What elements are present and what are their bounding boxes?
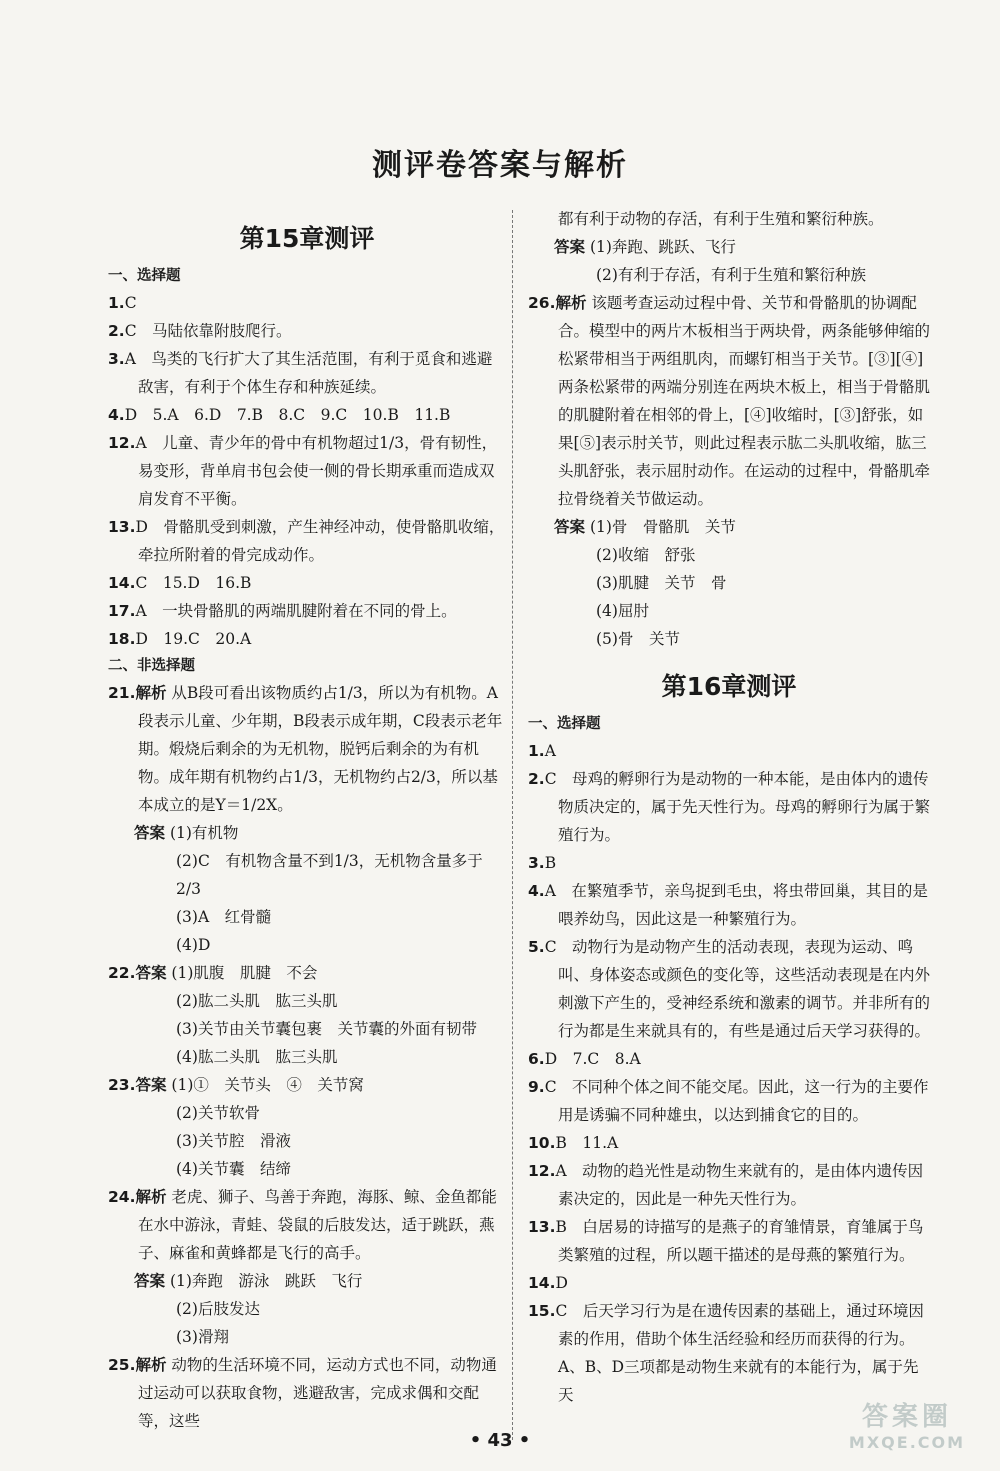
answer-sub-line: (4)屈肘: [596, 602, 649, 620]
question-22-answer: 22.答案 (1)肌腹 肌腱 不会: [108, 964, 318, 982]
answer-sub-line: (3)关节由关节囊包裹 关节囊的外面有韧带: [176, 1020, 477, 1038]
answer-sub-line: (4)肱二头肌 肱三头肌: [176, 1048, 338, 1066]
answer-line: 3.B: [528, 854, 557, 872]
answer-sub-line: (4)关节囊 结缔: [176, 1160, 291, 1178]
answer-line: 13.B 白居易的诗描写的是燕子的育雏情景，育雏属于鸟类繁殖的过程，所以题干描述的是母燕的繁殖行为。: [528, 1218, 924, 1264]
answer-line: 13.D 骨骼肌受到刺激，产生神经冲动，使骨骼肌收缩，牵拉所附着的骨完成动作。: [108, 518, 505, 564]
answer-line: 9.C 不同种个体之间不能交尾。因此，这一行为的主要作用是诱骗不同种雄虫，以达到捕食它的目的。: [528, 1078, 929, 1124]
answer-line: 2.C 马陆依靠附肢爬行。: [108, 322, 292, 340]
question-24-answer: 答案 (1)奔跑 游泳 跳跃 飞行: [134, 1272, 363, 1290]
answer-sub-line: (2)后肢发达: [176, 1300, 260, 1318]
answer-line: 12.A 儿童、青少年的骨中有机物超过1/3，骨有韧性，易变形，背单肩书包会使一侧的骨长期承重而造成双肩发育不平衡。: [108, 434, 498, 508]
page-title: 测评卷答案与解析: [372, 148, 628, 183]
answer-sub-line: (3)A 红骨髓: [176, 908, 272, 926]
watermark-text: 答案圈: [861, 1402, 952, 1432]
answer-line: 5.C 动物行为是动物产生的活动表现，表现为运动、鸣叫、身体姿态或颜色的变化等，这些活动表现是在内外刺激下产生的，受神经系统和激素的调节。并非所有的行为都是生来就具有的，有些是通过后天学习获得的。: [528, 938, 931, 1040]
question-26-analysis: 26.解析 该题考查运动过程中骨、关节和骨骼肌的协调配合。模型中的两片木板相当于两块骨，两条能够伸缩的松紧带相当于两组肌肉，而螺钉相当于关节。[③][④]两条松紧带的两端分别连在两块木板上，相当于骨骼肌的肌腱附着在相邻的骨上，[④]收缩时，[③]舒张，如果[⑤]表示肘关节，则此过程表示肱二头肌收缩，肱三头肌舒张，表示屈肘动作。在运动的过程中，骨骼肌牵拉骨绕着关节做运动。: [528, 294, 931, 508]
answer-sub-line: (3)滑翔: [176, 1328, 229, 1346]
answer-sub-line: (2)有利于存活，有利于生殖和繁衍种族: [596, 266, 866, 284]
answer-line: 4.D 5.A 6.D 7.B 8.C 9.C 10.B 11.B: [108, 406, 451, 424]
question-25-analysis: 25.解析 动物的生活环境不同，运动方式也不同，动物通过运动可以获取食物，逃避敌害，完成求偶和交配等，这些: [108, 1356, 497, 1430]
watermark-logo: [832, 1396, 982, 1466]
left-column: [108, 205, 506, 1435]
answer-line: 2.C 母鸡的孵卵行为是动物的一种本能，是由体内的遗传物质决定的，属于先天性行为。母鸡的孵卵行为属于繁殖行为。: [528, 770, 931, 844]
answer-line: 4.A 在繁殖季节，亲鸟捉到毛虫，将虫带回巢，其目的是喂养幼鸟，因此这是一种繁殖行为。: [528, 882, 928, 928]
answer-line: 14.D: [528, 1274, 568, 1292]
answer-sub-line: (3)肌腱 关节 骨: [596, 574, 727, 592]
answer-sub-line: (4)D: [176, 936, 211, 954]
chapter-15-title: 第15章测评: [239, 224, 375, 253]
question-24-analysis: 24.解析 老虎、狮子、鸟善于奔跑，海豚、鲸、金鱼都能在水中游泳，青蛙、袋鼠的后肢发达，适于跳跃，燕子、麻雀和黄蜂都是飞行的高手。: [108, 1188, 497, 1262]
question-21-analysis: 21.解析 从B段可看出该物质约占1/3，所以为有机物。A段表示儿童、少年期，B段表示成年期，C段表示老年期。煅烧后剩余的为无机物，脱钙后剩余的为有机物。成年期有机物约占1/3，无机物约占2/3，所以基本成立的是Y＝1/2X。: [108, 684, 503, 814]
answer-line: 3.A 鸟类的飞行扩大了其生活范围，有利于觅食和逃避敌害，有利于个体生存和种族延续。: [108, 350, 493, 396]
chapter-16-title: 第16章测评: [661, 672, 797, 701]
answer-line: 15.C 后天学习行为是在遗传因素的基础上，通过环境因素的作用，借助个体生活经验和经历而获得的行为。A、B、D三项都是动物生来就有的本能行为，属于先天: [528, 1302, 924, 1404]
column-divider: [512, 210, 513, 1440]
right-column: [528, 205, 930, 1409]
answer-line: 10.B 11.A: [528, 1134, 619, 1152]
section-nonchoice-title: 二、非选择题: [108, 658, 195, 674]
watermark-url: MXQE.COM: [848, 1433, 966, 1452]
answer-line: 18.D 19.C 20.A: [108, 630, 252, 648]
answer-sub-line: (2)收缩 舒张: [596, 546, 696, 564]
answer-line: 17.A 一块骨骼肌的两端肌腱附着在不同的骨上。: [108, 602, 457, 620]
answer-line: 6.D 7.C 8.A: [528, 1050, 641, 1068]
answer-sub-line: (2)关节软骨: [176, 1104, 260, 1122]
answer-line: 1.A: [528, 742, 556, 760]
answer-sub-line: (2)C 有机物含量不到1/3，无机物含量多于2/3: [176, 852, 483, 898]
page-number: • 43 •: [469, 1430, 531, 1451]
answer-line: 14.C 15.D 16.B: [108, 574, 252, 592]
question-25-answer: 答案 (1)奔跑、跳跃、飞行: [554, 238, 736, 256]
answer-line: 12.A 动物的趋光性是动物生来就有的，是由体内遗传因素决定的，因此是一种先天性行为。: [528, 1162, 924, 1208]
answer-sub-line: (5)骨 关节: [596, 630, 680, 648]
answer-sub-line: (3)关节腔 滑液: [176, 1132, 291, 1150]
answer-line: 1.C: [108, 294, 137, 312]
question-23-answer: 23.答案 (1)① 关节头 ④ 关节窝: [108, 1076, 364, 1094]
answer-sub-line: (2)肱二头肌 肱三头肌: [176, 992, 338, 1010]
question-26-answer: 答案 (1)骨 骨骼肌 关节: [554, 518, 736, 536]
question-25-continued: 都有利于动物的存活，有利于生殖和繁衍种族。: [558, 210, 884, 228]
section-choice-title: 一、选择题: [528, 716, 601, 732]
section-choice-title: 一、选择题: [108, 268, 181, 284]
question-21-answer: 答案 (1)有机物: [134, 824, 239, 842]
